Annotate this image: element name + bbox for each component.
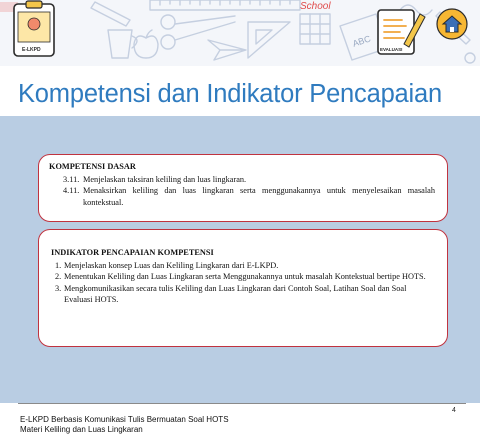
home-icon[interactable]	[437, 9, 467, 39]
kd-text: Menjelaskan taksiran keliling dan luas lingkaran.	[83, 174, 247, 184]
left-book-label: E-LKPD	[22, 47, 41, 53]
school-doodles-illustration	[0, 0, 480, 66]
kompetensi-dasar-heading: KOMPETENSI DASAR	[49, 162, 136, 171]
indikator-heading: INDIKATOR PENCAPAIAN KOMPETENSI	[51, 248, 214, 257]
page-number: 4	[452, 407, 456, 414]
footer-line-1: E-LKPD Berbasis Komunikasi Tulis Bermuatan Soal HOTS	[20, 415, 229, 424]
notebook-abc-label: ABC	[351, 33, 372, 49]
ipk-text: Mengkomunikasikan secara tulis Keliling dan Luas Lingkaran dari Contoh Soal, Latihan Soal dan Soal Evaluasi HOTS.	[64, 283, 407, 305]
kd-text: Menaksirkan keliling dan luas lingkaran serta menggunakannya untuk menyelesaikan masalah kontekstual.	[83, 186, 435, 207]
ipk-text: Menjelaskan konsep Luas dan Keliling Lingkaran dari E-LKPD.	[64, 260, 279, 270]
kd-number: 3.11.	[63, 174, 80, 184]
page-title: Kompetensi dan Indikator Pencapaian	[18, 80, 442, 108]
indikator-card	[38, 229, 448, 347]
clipboard-book-icon[interactable]	[14, 1, 54, 56]
header-banner	[0, 0, 480, 66]
ipk-number: 1.	[55, 260, 62, 270]
footer-line-2: Materi Keliling dan Luas Lingkaran	[20, 425, 143, 434]
kd-number: 4.11.	[63, 186, 80, 196]
right-book-label: EVALUASI	[380, 47, 403, 52]
footer-divider	[18, 403, 466, 404]
list-item	[51, 271, 435, 283]
evaluation-book-icon[interactable]	[378, 10, 425, 54]
list-item	[51, 283, 435, 306]
ipk-number: 2.	[55, 272, 62, 282]
ipk-number: 3.	[55, 283, 62, 293]
school-word: School	[300, 1, 331, 12]
list-item	[49, 174, 437, 186]
ipk-text: Menentukan Keliling dan Luas Lingkaran serta Menggunakannya untuk masalah Kontekstual bertipe HOTS.	[64, 272, 426, 282]
kompetensi-dasar-card	[38, 154, 448, 222]
list-item	[51, 260, 435, 272]
list-item	[49, 185, 437, 208]
